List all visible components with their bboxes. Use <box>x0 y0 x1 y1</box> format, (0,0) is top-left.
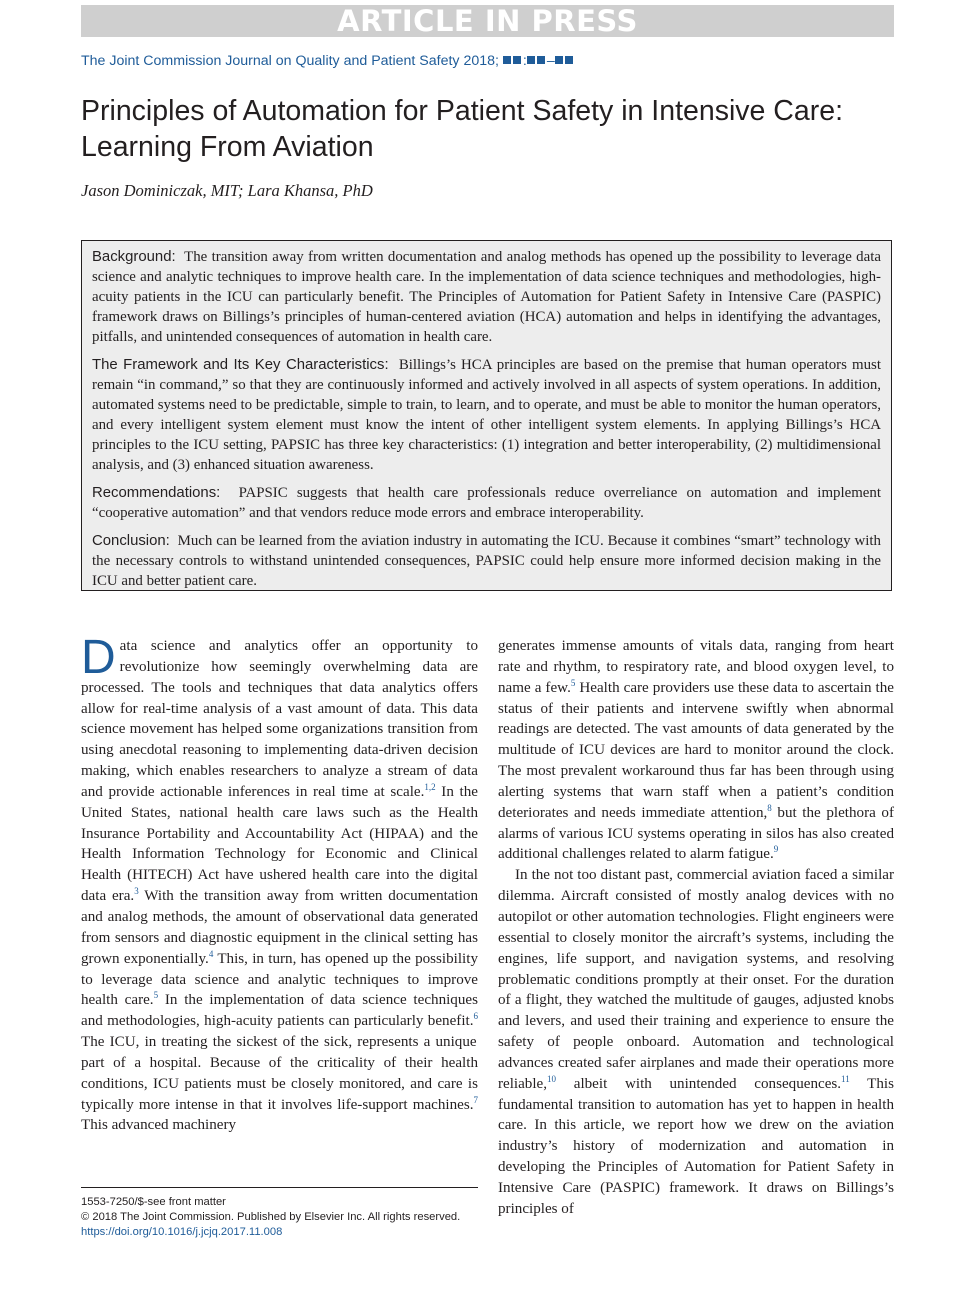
copyright-line: © 2018 The Joint Commission. Published by Elsevier Inc. All rights reserved. <box>81 1211 461 1223</box>
body-paragraph <box>498 636 894 865</box>
body-text: In the not too distant past, commercial aviation faced a similar dilemma. Aircraft consisted of mostly analog devices with no autopilot or other automation technologies. Flight engineers were essential to closely monitor the aircraft’s systems, including the engines, life support, and navigation systems, and resolving problematic conditions promptly at their onset. For the duration of a flight, they watched the multitude of gauges, adjusted knobs and levers, and used their training and experience to ensure the safety of people onboard. Automation and technological advances created safer airplanes and made their operations more reliable, <box>498 867 894 1092</box>
reference-link[interactable]: 5 <box>570 677 576 688</box>
body-text: This fundamental transition to automation has yet to happen in health care. In this article, we report how we drew on the aviation industry’s history of modernization and automation in developing the Principles of Automation for Patient Safety in Intensive Care (PASPIC) framework. It draws on Billings’s principles of <box>498 1075 894 1217</box>
footnote-divider <box>81 1187 478 1188</box>
reference-link[interactable]: 4 <box>208 948 214 959</box>
body-text: This, in turn, has opened up the possibility to leverage data science and analytic techniques to improve health care. <box>81 950 478 1009</box>
placeholder-square-icon <box>503 56 511 64</box>
body-text: but the plethora of alarms of various ICU systems operating in silos has also created additional challenges related to alarm fatigue. <box>498 804 894 863</box>
abstract-heading: The Framework and Its Key Characteristics: <box>92 357 389 373</box>
reference-link[interactable]: 11 <box>841 1073 850 1084</box>
abstract-recommendations <box>92 483 881 523</box>
body-text: With the transition away from written documentation and analog methods, the amount of observational data generated from sensors and diagnostic equipment in the clinical setting has grown exponentially. <box>81 888 478 967</box>
article-authors: Jason Dominiczak, MIT; Lara Khansa, PhD <box>81 181 373 200</box>
article-in-press-banner: ARTICLE IN PRESS <box>81 5 894 37</box>
issn-line: 1553-7250/$-see front matter <box>81 1196 226 1208</box>
reference-link[interactable]: 7 <box>473 1094 478 1105</box>
abstract-text: Billings’s HCA principles are based on the premise that human operators must remain “in command,” so that they are continuously informed and actively involved in all aspects of system operations. In addition, automated systems need to be predictable, simple to train, to learn, and to operate, and must be able to monitor the human operators, and every intelligent system element must know the intent of other intelligent system elements. In applying Billings’s HCA principles to the ICU setting, PAPSIC has three key characteristics: (1) integration and better interoperability, (2) multidimensional analysis, and (3) enhanced situation awareness. <box>92 357 881 473</box>
abstract-framework <box>92 355 881 475</box>
journal-dash: – <box>546 53 555 69</box>
body-column-left <box>81 631 478 1136</box>
reference-link[interactable]: 10 <box>547 1073 557 1084</box>
reference-link[interactable]: 9 <box>773 844 779 855</box>
journal-citation <box>81 52 575 70</box>
placeholder-square-icon <box>565 56 573 64</box>
body-text: In the implementation of data science techniques and methodologies, high-acuity patients can particularly benefit. <box>81 992 478 1030</box>
footnote <box>81 1195 460 1240</box>
abstract-box <box>81 240 892 591</box>
reference-link[interactable]: 1,2 <box>424 781 436 792</box>
body-text: Health care providers use these data to ascertain the status of their patients and intervene swiftly when abnormal readings are detected. The vast amounts of data generated by the multitude of ICU devices are hard to monitor around the clock. The most prevalent workaround thus far has been through using alerting systems that warn staff when a patient’s condition deteriorates and needs immediate attention, <box>498 679 894 821</box>
body-paragraph <box>81 631 478 1136</box>
abstract-background <box>92 247 881 347</box>
reference-link[interactable]: 6 <box>473 1011 478 1022</box>
drop-cap: D <box>81 631 116 684</box>
abstract-heading: Background: <box>92 249 176 265</box>
body-column-right <box>498 636 894 1220</box>
journal-name: The Joint Commission Journal on Quality and Patient Safety 2018; <box>81 53 503 69</box>
body-text: In the United States, national health care laws such as the Health Insurance Portability and Accountability Act (HIPAA) and the Health Information Technology for Economic and Clinical Health (HITECH) Act have ushered health care into the digital data era. <box>81 783 478 905</box>
journal-separator: : <box>522 53 527 69</box>
doi-link[interactable]: https://doi.org/10.1016/j.jcjq.2017.11.008 <box>81 1226 283 1238</box>
reference-link[interactable]: 8 <box>767 802 772 813</box>
body-text: The ICU, in treating the sickest of the sick, represents a unique part of a hospital. Because of the criticality of their health conditions, ICU patients must be closely monitored, and care is typically more intense in that it involves life-support machines. <box>81 1034 478 1113</box>
placeholder-square-icon <box>555 56 563 64</box>
placeholder-square-icon <box>537 56 545 64</box>
body-paragraph <box>498 865 894 1219</box>
abstract-conclusion <box>92 531 881 591</box>
abstract-heading: Conclusion: <box>92 533 170 549</box>
abstract-text: PAPSIC suggests that health care professionals reduce overreliance on automation and implement “cooperative automation” and that vendors reduce mode errors and embrace interoperability. <box>92 485 881 521</box>
body-text: albeit with unintended consequences. <box>556 1075 842 1092</box>
reference-link[interactable]: 5 <box>153 990 159 1001</box>
article-title: Principles of Automation for Patient Safety in Intensive Care: Learning From Aviation <box>81 95 843 163</box>
body-text: generates immense amounts of vitals data, ranging from heart rate and rhythm, to respiratory rate, and blood oxygen level, to name a few. <box>498 638 894 696</box>
placeholder-square-icon <box>513 56 521 64</box>
abstract-heading: Recommendations: <box>92 485 221 501</box>
body-text: This advanced machinery <box>81 1117 237 1134</box>
abstract-text: The transition away from written documentation and analog methods has opened up the possibility to leverage data science and analytic techniques to improve health care. In the implementation of data science techniques and methodologies, high-acuity patients in the ICU can particularly benefit. The Principles of Automation for Patient Safety in Intensive Care (PASPIC) framework draws on Billings’s principles of human-centered aviation (HCA) automation and helps in identifying the advantages, pitfalls, and unintended consequences of automation in health care. <box>92 249 881 345</box>
body-text: ata science and analytics offer an opportunity to revolutionize how seemingly overwhelming data are processed. The tools and techniques that data analytics offers allow for real-time analysis of a vast amount of data. This data science movement has helped some organizations transition from using anecdotal reasoning to implementing data-driven decision making, which enables researchers to analyze a stream of data and provide actionable inferences in real time at scale. <box>81 638 478 800</box>
reference-link[interactable]: 3 <box>134 886 139 897</box>
abstract-text: Much can be learned from the aviation industry in automating the ICU. Because it combines “smart” technology with the necessary controls to withstand unintended consequences, PAPSIC could help ensure more informed decision making in the ICU and better patient care. <box>92 533 881 589</box>
placeholder-square-icon <box>527 56 535 64</box>
